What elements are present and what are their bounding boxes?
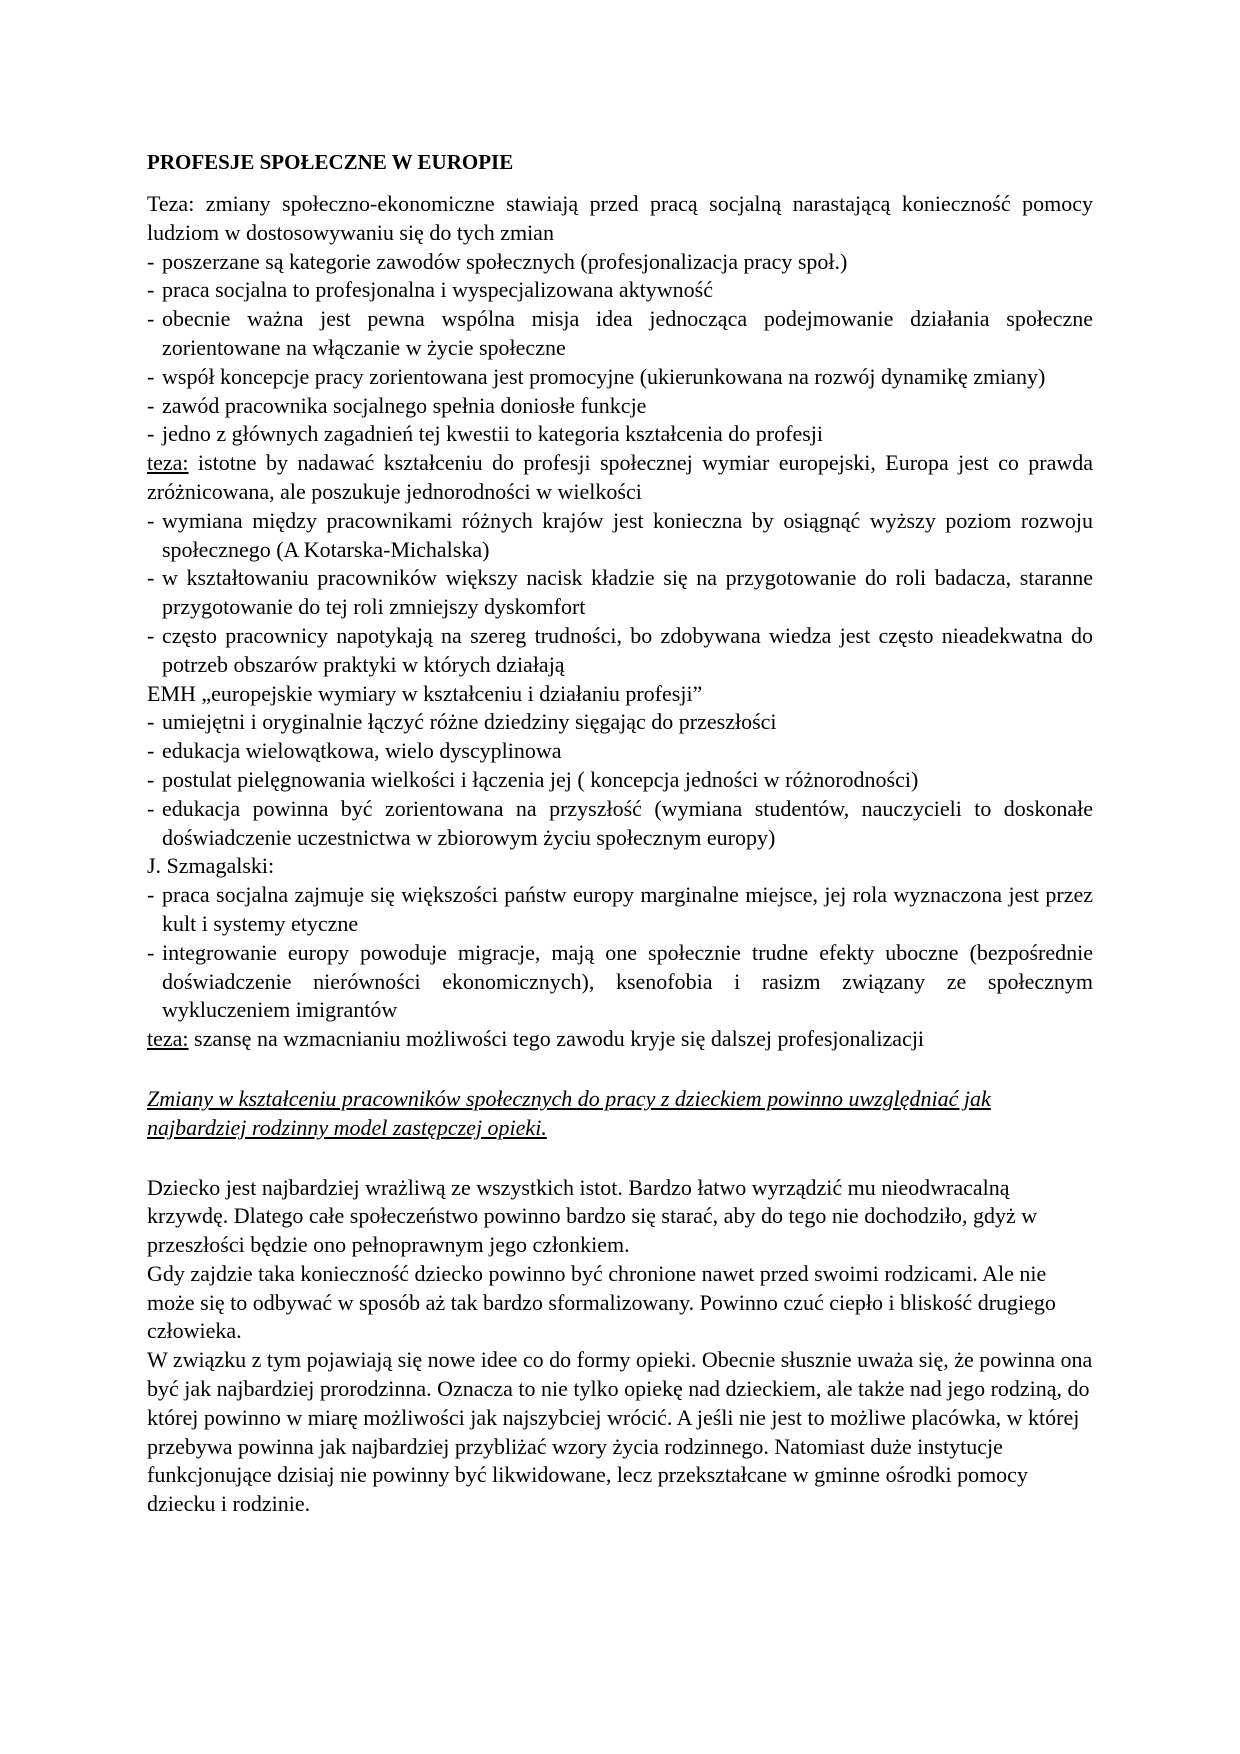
dash-marker: - [147, 882, 155, 908]
document-title: PROFESJE SPOŁECZNE W EUROPIE [147, 150, 514, 174]
list-item [147, 507, 1093, 565]
dash-marker: - [147, 306, 155, 332]
list-item-text: obecnie ważna jest pewna wspólna misja idea jednocząca podejmowanie działania społeczne zorientowane na włączanie w życie społeczne [162, 306, 1093, 360]
list-item [147, 392, 1093, 421]
list-item [147, 622, 1093, 680]
bullet-list [147, 881, 1093, 1025]
thesis-text: istotne by nadawać kształceniu do profesji społecznej wymiar europejski, Europa jest co prawda zróżnicowana, ale poszukuje jednorodności w wielkości [147, 450, 1093, 504]
bullet-list [147, 507, 1093, 680]
list-item-text: często pracownicy napotykają na szereg trudności, bo zdobywana wiedza jest często nieadekwatna do potrzeb obszarów praktyki w których działają [162, 622, 1093, 677]
dash-marker: - [147, 622, 155, 648]
body-paragraph: Gdy zajdzie taka konieczność dziecko powinno być chronione nawet przed swoimi rodzicami. Ale nie może się to odbywać w sposób aż tak bardzo sformalizowany. Powinno czuć ciepło i bliskość drugiego człowieka. [147, 1260, 1056, 1344]
dash-marker: - [147, 939, 155, 965]
dash-marker: - [147, 392, 155, 418]
dash-marker: - [147, 766, 155, 792]
dash-marker: - [147, 795, 155, 821]
list-item [147, 305, 1093, 363]
list-item [147, 881, 1093, 939]
list-item-text: współ koncepcje pracy zorientowana jest promocyjne (ukierunkowana na rozwój dynamikę zmiany) [162, 363, 1046, 389]
dash-marker: - [147, 738, 155, 764]
list-item-text: edukacja powinna być zorientowana na przyszłość (wymiana studentów, nauczycieli to doskonałe doświadczenie uczestnictwa w zbiorowym życiu społecznym europy) [162, 795, 1093, 850]
bullet-list [147, 708, 1093, 852]
list-item-text: postulat pielęgnowania wielkości i łączenia jej ( koncepcja jedności w różnorodności) [162, 766, 919, 792]
thesis-label: teza: [147, 1026, 189, 1052]
thesis-paragraph [147, 449, 1093, 507]
dash-marker: - [147, 709, 155, 735]
list-item [147, 708, 1093, 737]
body-paragraph: W związku z tym pojawiają się nowe idee co do formy opieki. Obecnie słusznie uważa się, że powinna ona być jak najbardziej prorodzinna. Oznacza to nie tylko opiekę nad dzieckiem, ale także nad jego rodziną, do której powinno w miarę możliwości jak najszybciej wrócić. A jeśli nie jest to możliwe placówka, w której przebywa powinna jak najbardziej przybliżać wzory życia rodzinnego. Natomiast duże instytucje funkcjonujące dzisiaj nie powinny być likwidowane, lecz przekształcane w gminne ośrodki pomocy dziecku i rodzinie. [147, 1347, 1093, 1517]
list-item-text: praca socjalna to profesjonalna i wyspecjalizowana aktywność [162, 277, 714, 303]
list-item [147, 276, 1093, 305]
list-item [147, 766, 1093, 795]
list-item-text: zawód pracownika socjalnego spełnia doniosłe funkcje [162, 392, 647, 418]
list-item-text: umiejętni i oryginalnie łączyć różne dziedziny sięgając do przeszłości [162, 709, 777, 735]
dash-marker: - [147, 277, 155, 303]
list-item-text: jedno z głównych zagadnień tej kwestii to kategoria kształcenia do profesji [162, 421, 823, 447]
list-item [147, 737, 1093, 766]
list-item-text: poszerzane są kategorie zawodów społecznych (profesjonalizacja pracy społ.) [162, 248, 848, 274]
dash-marker: - [147, 565, 155, 591]
list-item-text: edukacja wielowątkowa, wielo dyscyplinowa [162, 738, 562, 764]
section-body [147, 1174, 1093, 1520]
dash-marker: - [147, 421, 155, 447]
list-item-text: w kształtowaniu pracowników większy nacisk kładzie się na przygotowanie do roli badacza, staranne przygotowanie do tej roli zmniejszy dyskomfort [162, 565, 1093, 620]
list-item [147, 564, 1093, 622]
list-item-text: wymiana między pracownikami różnych krajów jest konieczna by osiągnąć wyższy poziom rozwoju społecznego (A Kotarska-Michalska) [162, 507, 1093, 562]
list-item [147, 248, 1093, 277]
dash-marker: - [147, 248, 155, 274]
list-item [147, 363, 1093, 392]
thesis-text: szansę na wzmacnianiu możliwości tego zawodu kryje się dalszej profesjonalizacji [188, 1026, 925, 1052]
list-item [147, 795, 1093, 853]
thesis-paragraph: Teza: zmiany społeczno-ekonomiczne stawiają przed pracą socjalną narastającą konieczność pomocy ludziom w dostosowywaniu się do tych zmian [147, 191, 1093, 245]
author-line: J. Szmagalski: [147, 853, 275, 879]
thesis-label: teza: [147, 450, 189, 476]
dash-marker: - [147, 507, 155, 533]
document-body [147, 148, 1093, 1519]
list-item [147, 420, 1093, 449]
body-paragraph: Dziecko jest najbardziej wrażliwą ze wszystkich istot. Bardzo łatwo wyrządzić mu nieodwracalną krzywdę. Dlatego całe społeczeństwo powinno bardzo się starać, aby do tego nie dochodziło, gdyż w przeszłości będzie ono pełnoprawnym jego członkiem. [147, 1174, 1038, 1258]
bullet-list [147, 248, 1093, 450]
section-heading: Zmiany w kształceniu pracowników społecznych do pracy z dzieckiem powinno uwzględniać jak najbardziej rodzinny model zastępczej opieki. [147, 1085, 991, 1140]
emh-line: EMH „europejskie wymiary w kształceniu i działaniu profesji” [147, 680, 703, 706]
list-item-text: integrowanie europy powoduje migracje, mają one społecznie trudne efekty uboczne (bezpośrednie doświadczenie nierówności ekonomicznych), ksenofobia i rasizm związany ze społecznym wykluczeniem imigrantów [162, 939, 1093, 1023]
dash-marker: - [147, 363, 155, 389]
thesis-paragraph [147, 1025, 1093, 1054]
list-item-text: praca socjalna zajmuje się większości państw europy marginalne miejsce, jej rola wyznaczona jest przez kult i systemy etyczne [162, 882, 1093, 936]
list-item [147, 939, 1093, 1025]
